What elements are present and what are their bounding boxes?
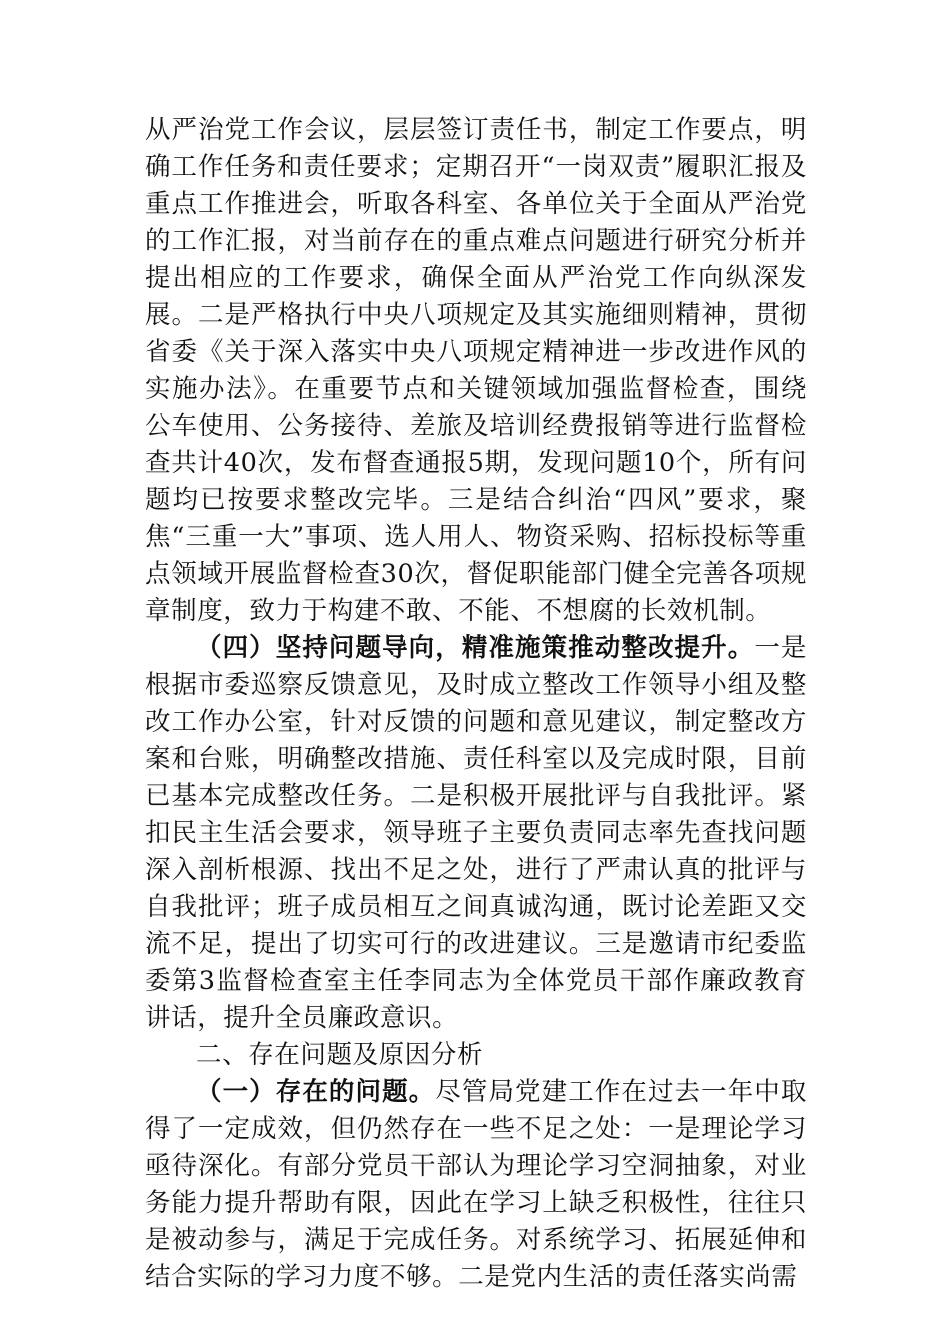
paragraph-supervision <box>145 112 807 630</box>
paragraph-text: 尽管局党建工作在过去一年中取得了一定成效，但仍然存在一些不足之处：一是理论学习亟待深化。有部分党员干部认为理论学习空洞抽象，对业务能力提升帮助有限，因此在学习上缺乏积极性，往往只是被动参与，满足于完成任务。对系统学习、拓展延伸和结合实际的学习力度不够。二是党内生活的责任落实尚需 <box>145 1077 807 1292</box>
paragraph-problems <box>145 1074 807 1296</box>
paragraph-text: 一是根据市委巡察反馈意见，及时成立整改工作领导小组及整改工作办公室，针对反馈的问题和意见建议，制定整改方案和台账，明确整改措施、责任科室以及完成时限，目前已基本完成整改任务。二是积极开展批评与自我批评。紧扣民主生活会要求，领导班子主要负责同志率先查找问题深入剖析根源、找出不足之处，进行了严肃认真的批评与自我批评；班子成员相互之间真诚沟通，既讨论差距又交流不足，提出了切实可行的改进建议。三是邀请市纪委监委第3监督检查室主任李同志为全体党员干部作廉政教育讲话，提升全员廉政意识。 <box>145 633 807 1033</box>
part-title: 二、存在问题及原因分析 <box>196 1040 484 1070</box>
document-body <box>145 112 807 1296</box>
section-heading: （四）坚持问题导向，精准施策推动整改提升。 <box>196 633 755 663</box>
paragraph-text: 从严治党工作会议，层层签订责任书，制定工作要点，明确工作任务和责任要求；定期召开“一岗双责”履职汇报及重点工作推进会，听取各科室、各单位关于全面从严治党的工作汇报，对当前存在的重点难点问题进行研究分析并提出相应的工作要求，确保全面从严治党工作向纵深发展。二是严格执行中央八项规定及其实施细则精神，贯彻省委《关于深入落实中央八项规定精神进一步改进作风的实施办法》。在重要节点和关键领域加强监督检查，围绕公车使用、公务接待、差旅及培训经费报销等进行监督检查共计40次，发布督查通报5期，发现问题10个，所有问题均已按要求整改完毕。三是结合纠治“四风”要求，聚焦“三重一大”事项、选人用人、物资采购、招标投标等重点领域开展监督检查30次，督促职能部门健全完善各项规章制度，致力于构建不敢、不能、不想腐的长效机制。 <box>145 115 807 626</box>
subsection-heading: （一）存在的问题。 <box>196 1077 436 1107</box>
paragraph-section-4 <box>145 630 807 1037</box>
